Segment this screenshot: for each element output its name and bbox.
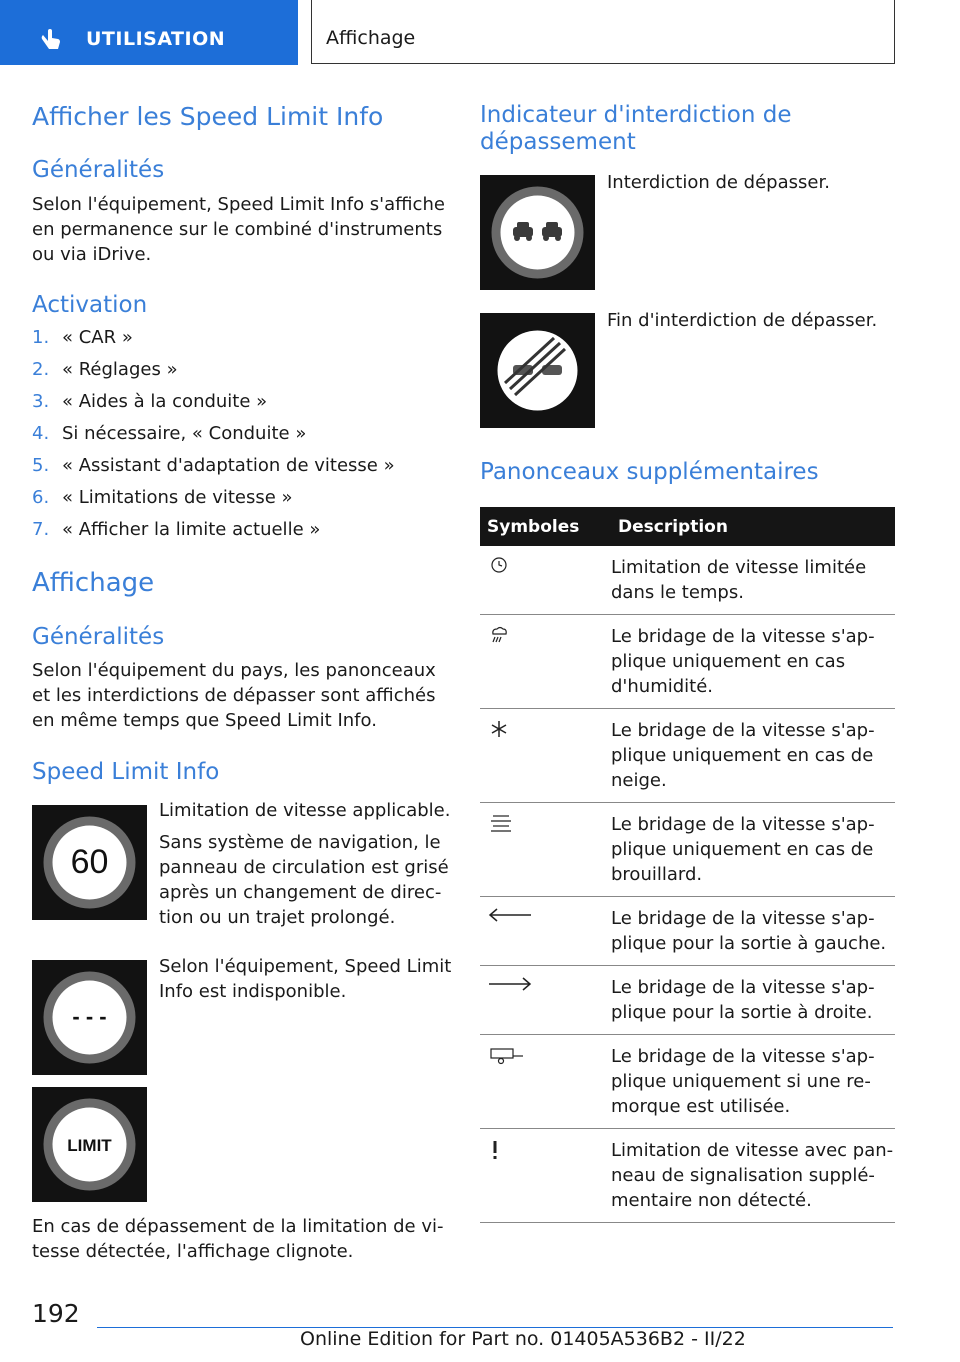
display-title: Affichage [32,568,155,598]
speed-sign-60 [32,805,147,920]
row-description: Limitation de vitesse avec pan- neau de signalisation supplé- mentaire non détecté. [611,1129,895,1223]
clock-icon [487,555,511,575]
table-row [480,803,895,897]
activation-heading: Activation [32,292,148,318]
exclamation-icon [487,1138,503,1162]
row-description: Le bridage de la vitesse s'ap- plique uniquement en cas de brouillard. [611,803,895,897]
row-description: Le bridage de la vitesse s'ap- plique uniquement en cas de neige. [611,709,895,803]
display-general-text: Selon l'équipement du pays, les panonceaux et les interdictions de dépasser sont affichés en même temps que Speed Limit Info. [32,660,436,731]
page-number: 192 [32,1299,80,1328]
table-row [480,897,895,966]
speed-sign-unavailable [32,960,147,1075]
header-description: Description [611,507,895,546]
list-item: 4. Si nécessaire, « Conduite » [32,423,307,444]
trailer-icon [487,1044,525,1066]
svg-text:- - -: - - - [72,1004,107,1029]
section-tab [0,0,298,65]
arrow-left-icon [487,906,533,924]
no-overtaking-sign [480,175,595,290]
signdash-text: Selon l'équipement, Speed Limit Info est indisponible. [159,956,452,1002]
display-general-heading: Généralités [32,624,165,650]
speed-limit-info-heading: Speed Limit Info [32,759,220,785]
fog-icon [487,812,515,834]
section-label: UTILISATION [86,28,226,50]
panels-heading: Panonceaux supplémentaires [480,459,819,485]
no-overtake-text: Interdiction de dépasser. [607,172,830,193]
activation-steps [32,327,452,551]
header-symbols: Symboles [480,507,611,546]
footer-edition: Online Edition for Part no. 01405A536B2 - II/22 [300,1328,746,1350]
svg-text:LIMIT: LIMIT [67,1136,112,1155]
table-row [480,615,895,709]
row-description: Le bridage de la vitesse s'ap- plique pour la sortie à droite. [611,966,895,1035]
list-item: 2. « Réglages » [32,359,178,380]
table-row [480,966,895,1035]
table-row [480,546,895,615]
sign60-text1: Limitation de vitesse applicable. [159,800,451,821]
sign60-text2: Sans système de navigation, le panneau de circulation est grisé après un changement de direc- tion ou un trajet prolongé. [159,832,449,928]
table-row [480,1129,895,1223]
list-item: 5. « Assistant d'adaptation de vitesse » [32,455,395,476]
hand-pointer-icon [40,27,62,51]
row-description: Le bridage de la vitesse s'ap- plique uniquement si une re- morque est utilisée. [611,1035,895,1129]
general-text: Selon l'équipement, Speed Limit Info s'affiche en permanence sur le combiné d'instruments ou via iDrive. [32,194,445,265]
speed-sign-limit [32,1087,147,1202]
row-description: Le bridage de la vitesse s'ap- plique uniquement en cas d'humidité. [611,615,895,709]
list-item: 7. « Afficher la limite actuelle » [32,519,321,540]
chapter-label: Affichage [326,27,416,49]
table-row [480,709,895,803]
end-no-overtaking-sign [480,313,595,428]
general-heading: Généralités [32,157,165,183]
end-overtake-text: Fin d'interdiction de dépasser. [607,310,878,331]
snowflake-icon [487,718,511,740]
row-description: Le bridage de la vitesse s'ap- plique pour la sortie à gauche. [611,897,895,966]
list-item: 6. « Limitations de vitesse » [32,487,293,508]
flash-text: En cas de dépassement de la limitation de vi- tesse détectée, l'affichage clignote. [32,1216,444,1262]
chapter-box [311,0,895,64]
list-item: 1. « CAR » [32,327,133,348]
table-row [480,1035,895,1129]
row-description: Limitation de vitesse limitée dans le temps. [611,546,895,615]
svg-text:60: 60 [70,843,109,881]
table-header-row [480,507,895,546]
rain-cloud-icon [487,624,511,646]
page-title: Afficher les Speed Limit Info [32,102,384,131]
panels-table [480,507,895,1223]
arrow-right-icon [487,975,533,993]
list-item: 3. « Aides à la conduite » [32,391,268,412]
overtake-heading: Indicateur d'interdiction de dépassement [480,102,792,155]
